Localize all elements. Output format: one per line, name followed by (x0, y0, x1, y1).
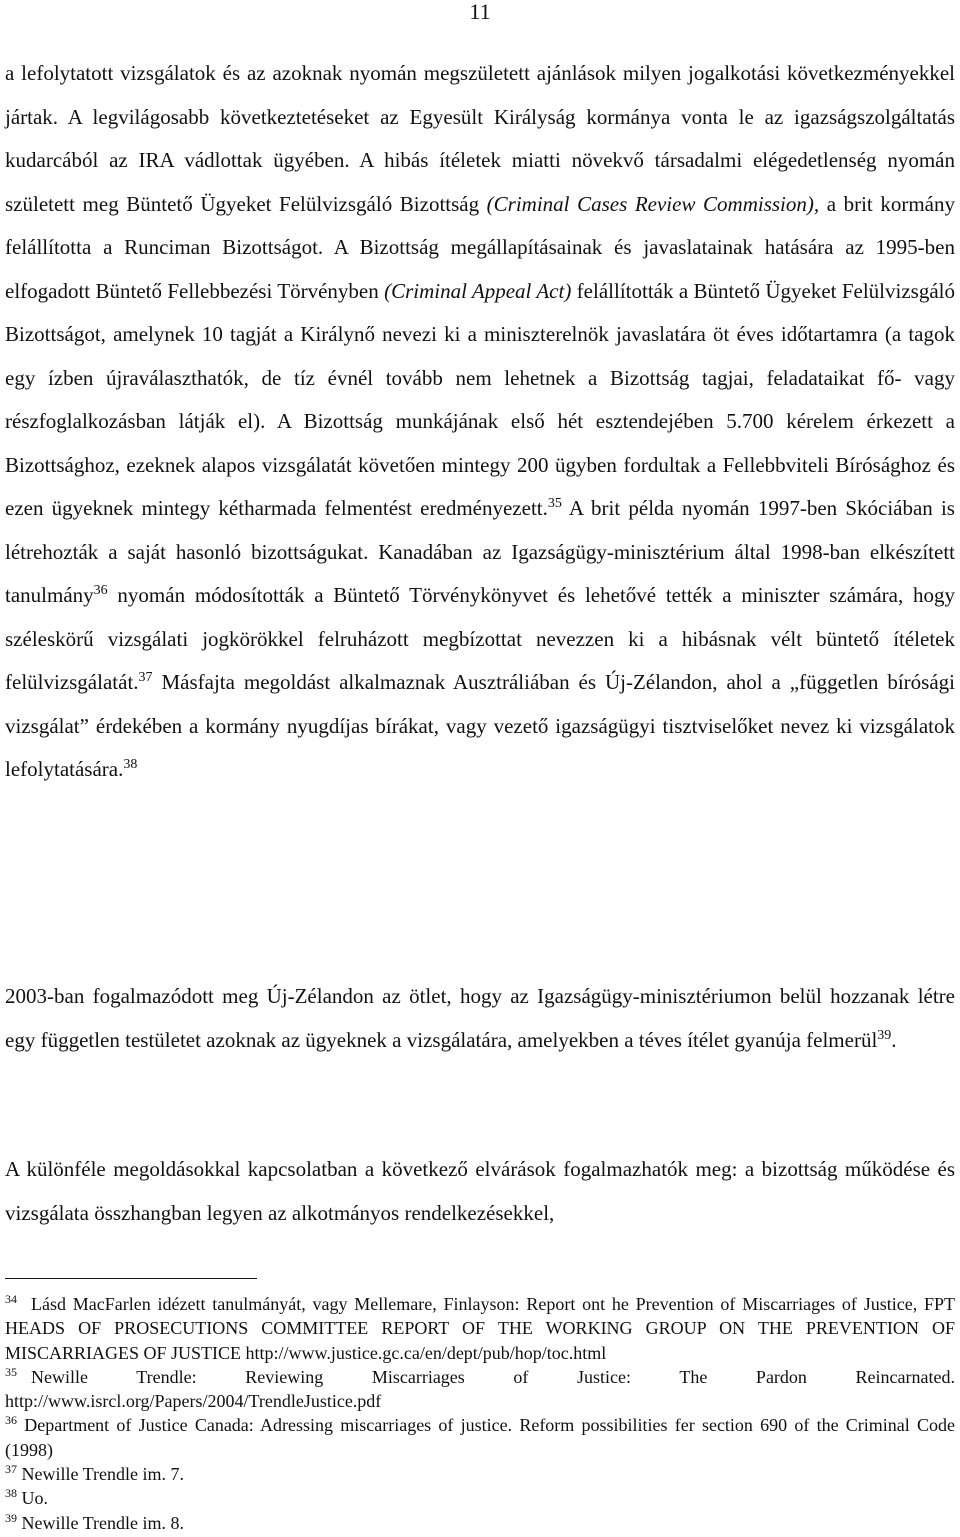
footnote-number: 37 (5, 1462, 17, 1477)
footnote-text: Newille Trendle im. 8. (21, 1512, 184, 1533)
footnote-number: 38 (5, 1486, 17, 1501)
footnote-36 (5, 1413, 955, 1462)
footnote-38 (5, 1486, 955, 1510)
p2-text-2: . (891, 1027, 897, 1052)
footnote-text: Newille Trendle im. 7. (21, 1464, 184, 1485)
paragraph-3 (5, 1148, 955, 1235)
footnote-39 (5, 1511, 955, 1535)
footnote-ref-37[interactable]: 37 (138, 670, 153, 685)
p1-text-6: A brit példa nyomán 1997-ben Skóciában is létrehozták a saját hasonló bizottságukat. Kanadában az Igazságügy-minisztérium által 1998-ban elkészített tanulmány (5, 496, 955, 607)
p1-text-1: a lefolytatott vizsgálatok és az azoknak nyomán megszületett ajánlások milyen jogalkotási következményekkel jártak. A legvilágosabb következtetéseket az Egyesült Királyság kormánya vonta le az igazságszolgáltatás kudarcából az IRA vádlottak ügyében. A hibás ítéletek miatti növekvő társadalmi elégedetlenség nyomán született meg Büntető Ügyeket Felülvizsgáló Bizottság (5, 61, 955, 216)
paragraph-1 (5, 52, 955, 792)
page-number: 11 (469, 0, 491, 24)
footnote-37 (5, 1462, 955, 1486)
footnote-number: 35 (5, 1364, 17, 1379)
footnote-text: Uo. (21, 1488, 48, 1509)
p1-italic-ccrc: (Criminal Cases Review Commission), (486, 191, 820, 216)
footnote-text: Department of Justice Canada: Adressing miscarriages of justice. Reform possibilities fer section 690 of the Criminal Code (1998) (5, 1415, 955, 1460)
p1-text-3: a brit kormány felállította a Runciman Bizottságot. A Bizottság megállapításainak és javaslatainak hatására az 1995-ben elfogadott Büntető Fellebbezési Törvényben (5, 191, 955, 303)
p1-text-7: nyomán módosították a Büntető Törvénykönyvet és lehetővé tették a miniszter számára, hogy széleskörű vizsgálati jogkörökkel felruházott megbízottat nevezzen ki a hibásnak vélt büntető ítéletek felülvizsgálatát. (5, 583, 955, 694)
footnote-separator (5, 1278, 257, 1279)
p1-text-8: Másfajta megoldást alkalmaznak Ausztráliában és Új-Zélandon, ahol a „független bírósági vizsgálat” érdekében a kormány nyugdíjas bírákat, vagy vezető igazságügyi tisztviselőket nevez ki vizsgálatok lefolytatására. (5, 670, 955, 781)
p1-text-5: felállították a Büntető Ügyeket Felülvizsgáló Bizottságot, amelynek 10 tagját a Királynő nevezi ki a miniszterelnök javaslatára öt éves időtartamra (a tagok egy ízben újraválaszthatók, de tíz évnél tovább nem lehetnek a Bizottság tagjai, feladataikat fő- vagy részfoglalkozásban látják el). A Bizottság munkájának első hét esztendejében 5.700 kérelem érkezett a Bizottsághoz, ezeknek alapos vizsgálatát követően mintegy 200 ügyben fordultak a Fellebbviteli Bírósághoz és ezen ügyeknek mintegy kétharmada felmentést eredményezett. (5, 278, 955, 520)
footnote-34 (5, 1292, 955, 1365)
footnote-number: 36 (5, 1413, 17, 1428)
p2-text-1: 2003-ban fogalmazódott meg Új-Zélandon az ötlet, hogy az Igazságügy-minisztériumon belül hozzanak létre egy független testületet azoknak az ügyeknek a vizsgálatára, amelyekben a téves ítélet gyanúja felmerül (5, 984, 955, 1052)
footnotes (5, 1292, 955, 1535)
footnote-ref-38[interactable]: 38 (123, 757, 138, 772)
p3-text-1: A különféle megoldásokkal kapcsolatban a következő elvárások fogalmazhatók meg: a bizottság működése és vizsgálata összhangban legyen az alkotmányos rendelkezésekkel, (5, 1157, 955, 1225)
footnote-35 (5, 1365, 955, 1414)
footnote-number: 34 (5, 1292, 17, 1306)
footnote-ref-39[interactable]: 39 (877, 1027, 892, 1043)
footnote-text: Lásd MacFarlen idézett tanulmányát, vagy Mellemare, Finlayson: Report ont he Prevention of Miscarriages of Justice, FPT HEADS OF PROSECUTIONS COMMITTEE REPORT OF THE WORKING GROUP ON THE PREVENTION OF MISCARRIAGES OF JUSTICE http://www.justice.gc.ca/en/dept/pub/hop/toc.html (5, 1294, 955, 1363)
p1-italic-appeal-act: (Criminal Appeal Act) (384, 278, 572, 303)
footnote-ref-36[interactable]: 36 (93, 583, 108, 598)
footnote-ref-35[interactable]: 35 (547, 496, 562, 511)
paragraph-2 (5, 975, 955, 1062)
footnote-text: Newille Trendle: Reviewing Miscarriages of Justice: The Pardon Reincarnated. http://www.isrcl.org/Papers/2004/TrendleJustice.pdf (5, 1366, 955, 1412)
footnote-number: 39 (5, 1510, 17, 1525)
